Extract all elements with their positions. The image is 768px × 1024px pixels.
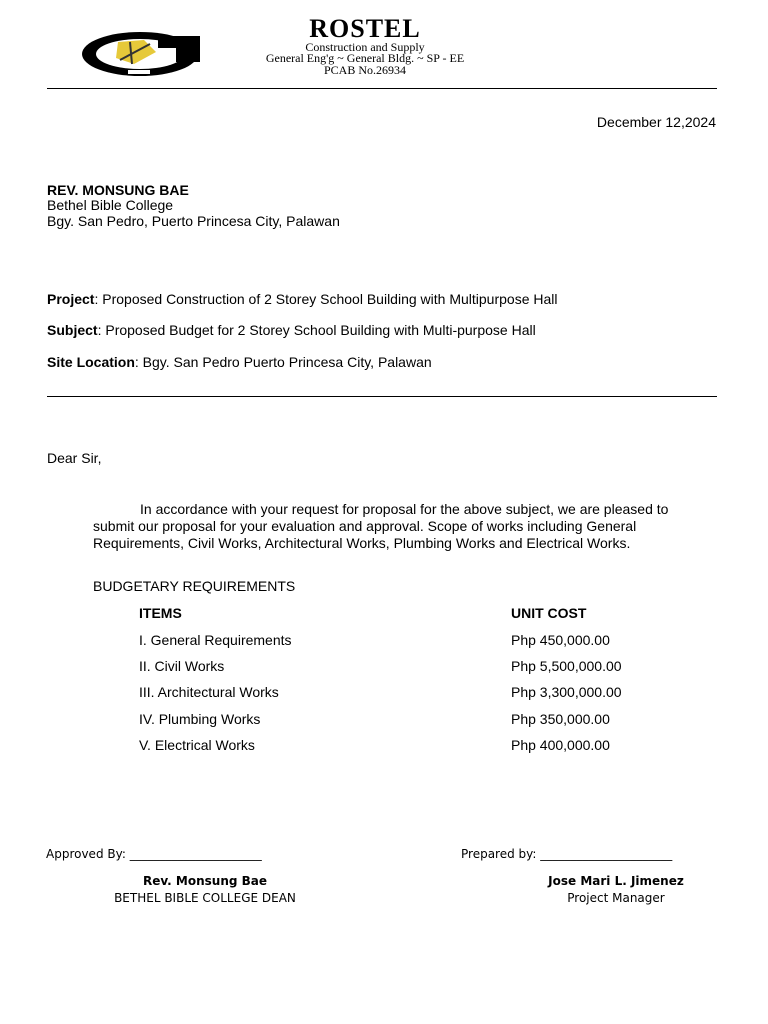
budget-cost: Php 400,000.00 [511,737,610,753]
approver-title: BETHEL BIBLE COLLEGE DEAN [114,891,296,905]
site-label: Site Location [47,354,135,370]
recipient-org: Bethel Bible College [47,197,174,213]
preparer-title: Project Manager [567,891,665,905]
subject-label: Subject [47,322,98,338]
approved-by-line: Approved By: ______________________ [46,847,262,861]
letter-date: December 12,2024 [596,114,716,130]
company-services: General Eng'g ~ General Bldg. ~ SP - EE [265,51,465,65]
recipient-name: REV. MONSUNG BAE [47,182,189,198]
company-tagline: Construction and Supply [305,40,425,54]
column-header-items: ITEMS [139,605,182,621]
budget-item: II. Civil Works [139,658,225,674]
preparer-name: Jose Mari L. Jimenez [548,874,684,888]
header-divider [47,88,717,89]
recipient-address: Bgy. San Pedro, Puerto Princesa City, Palawan [47,213,340,229]
approver-name: Rev. Monsung Bae [142,874,268,888]
pcab-license: PCAB No.26934 [323,63,406,77]
prepared-by-line: Prepared by: ______________________ [461,847,673,861]
body-paragraph: In accordance with your request for proposal for the above subject, we are pleased to submit our proposal for your evaluation and approval. Scope of works including General Requirements, Civil Works, Architectural Works, Plumbing Works and Electrical Works. [93,501,669,551]
budget-item: I. General Requirements [139,632,292,648]
budget-item: IV. Plumbing Works [139,711,261,727]
budget-cost: Php 350,000.00 [511,711,610,727]
budget-item: III. Architectural Works [139,684,279,700]
subject-value: : Proposed Budget for 2 Storey School Building with Multi-purpose Hall [97,322,536,338]
budget-item: V. Electrical Works [139,737,255,753]
column-header-unit-cost: UNIT COST [511,605,587,621]
subject-line [47,322,536,338]
project-label: Project [47,291,95,307]
site-value: : Bgy. San Pedro Puerto Princesa City, Palawan [134,354,432,370]
letterhead [0,0,768,95]
site-line [47,354,432,370]
budget-title: BUDGETARY REQUIREMENTS [93,578,296,594]
company-logo [80,30,210,78]
details-divider [47,396,717,397]
budget-cost: Php 5,500,000.00 [511,658,622,674]
project-line [47,291,558,307]
project-value: : Proposed Construction of 2 Storey School Building with Multipurpose Hall [94,291,558,307]
company-name: ROSTEL [309,14,421,43]
budget-cost: Php 3,300,000.00 [511,684,622,700]
budget-cost: Php 450,000.00 [511,632,610,648]
salutation: Dear Sir, [47,450,102,466]
